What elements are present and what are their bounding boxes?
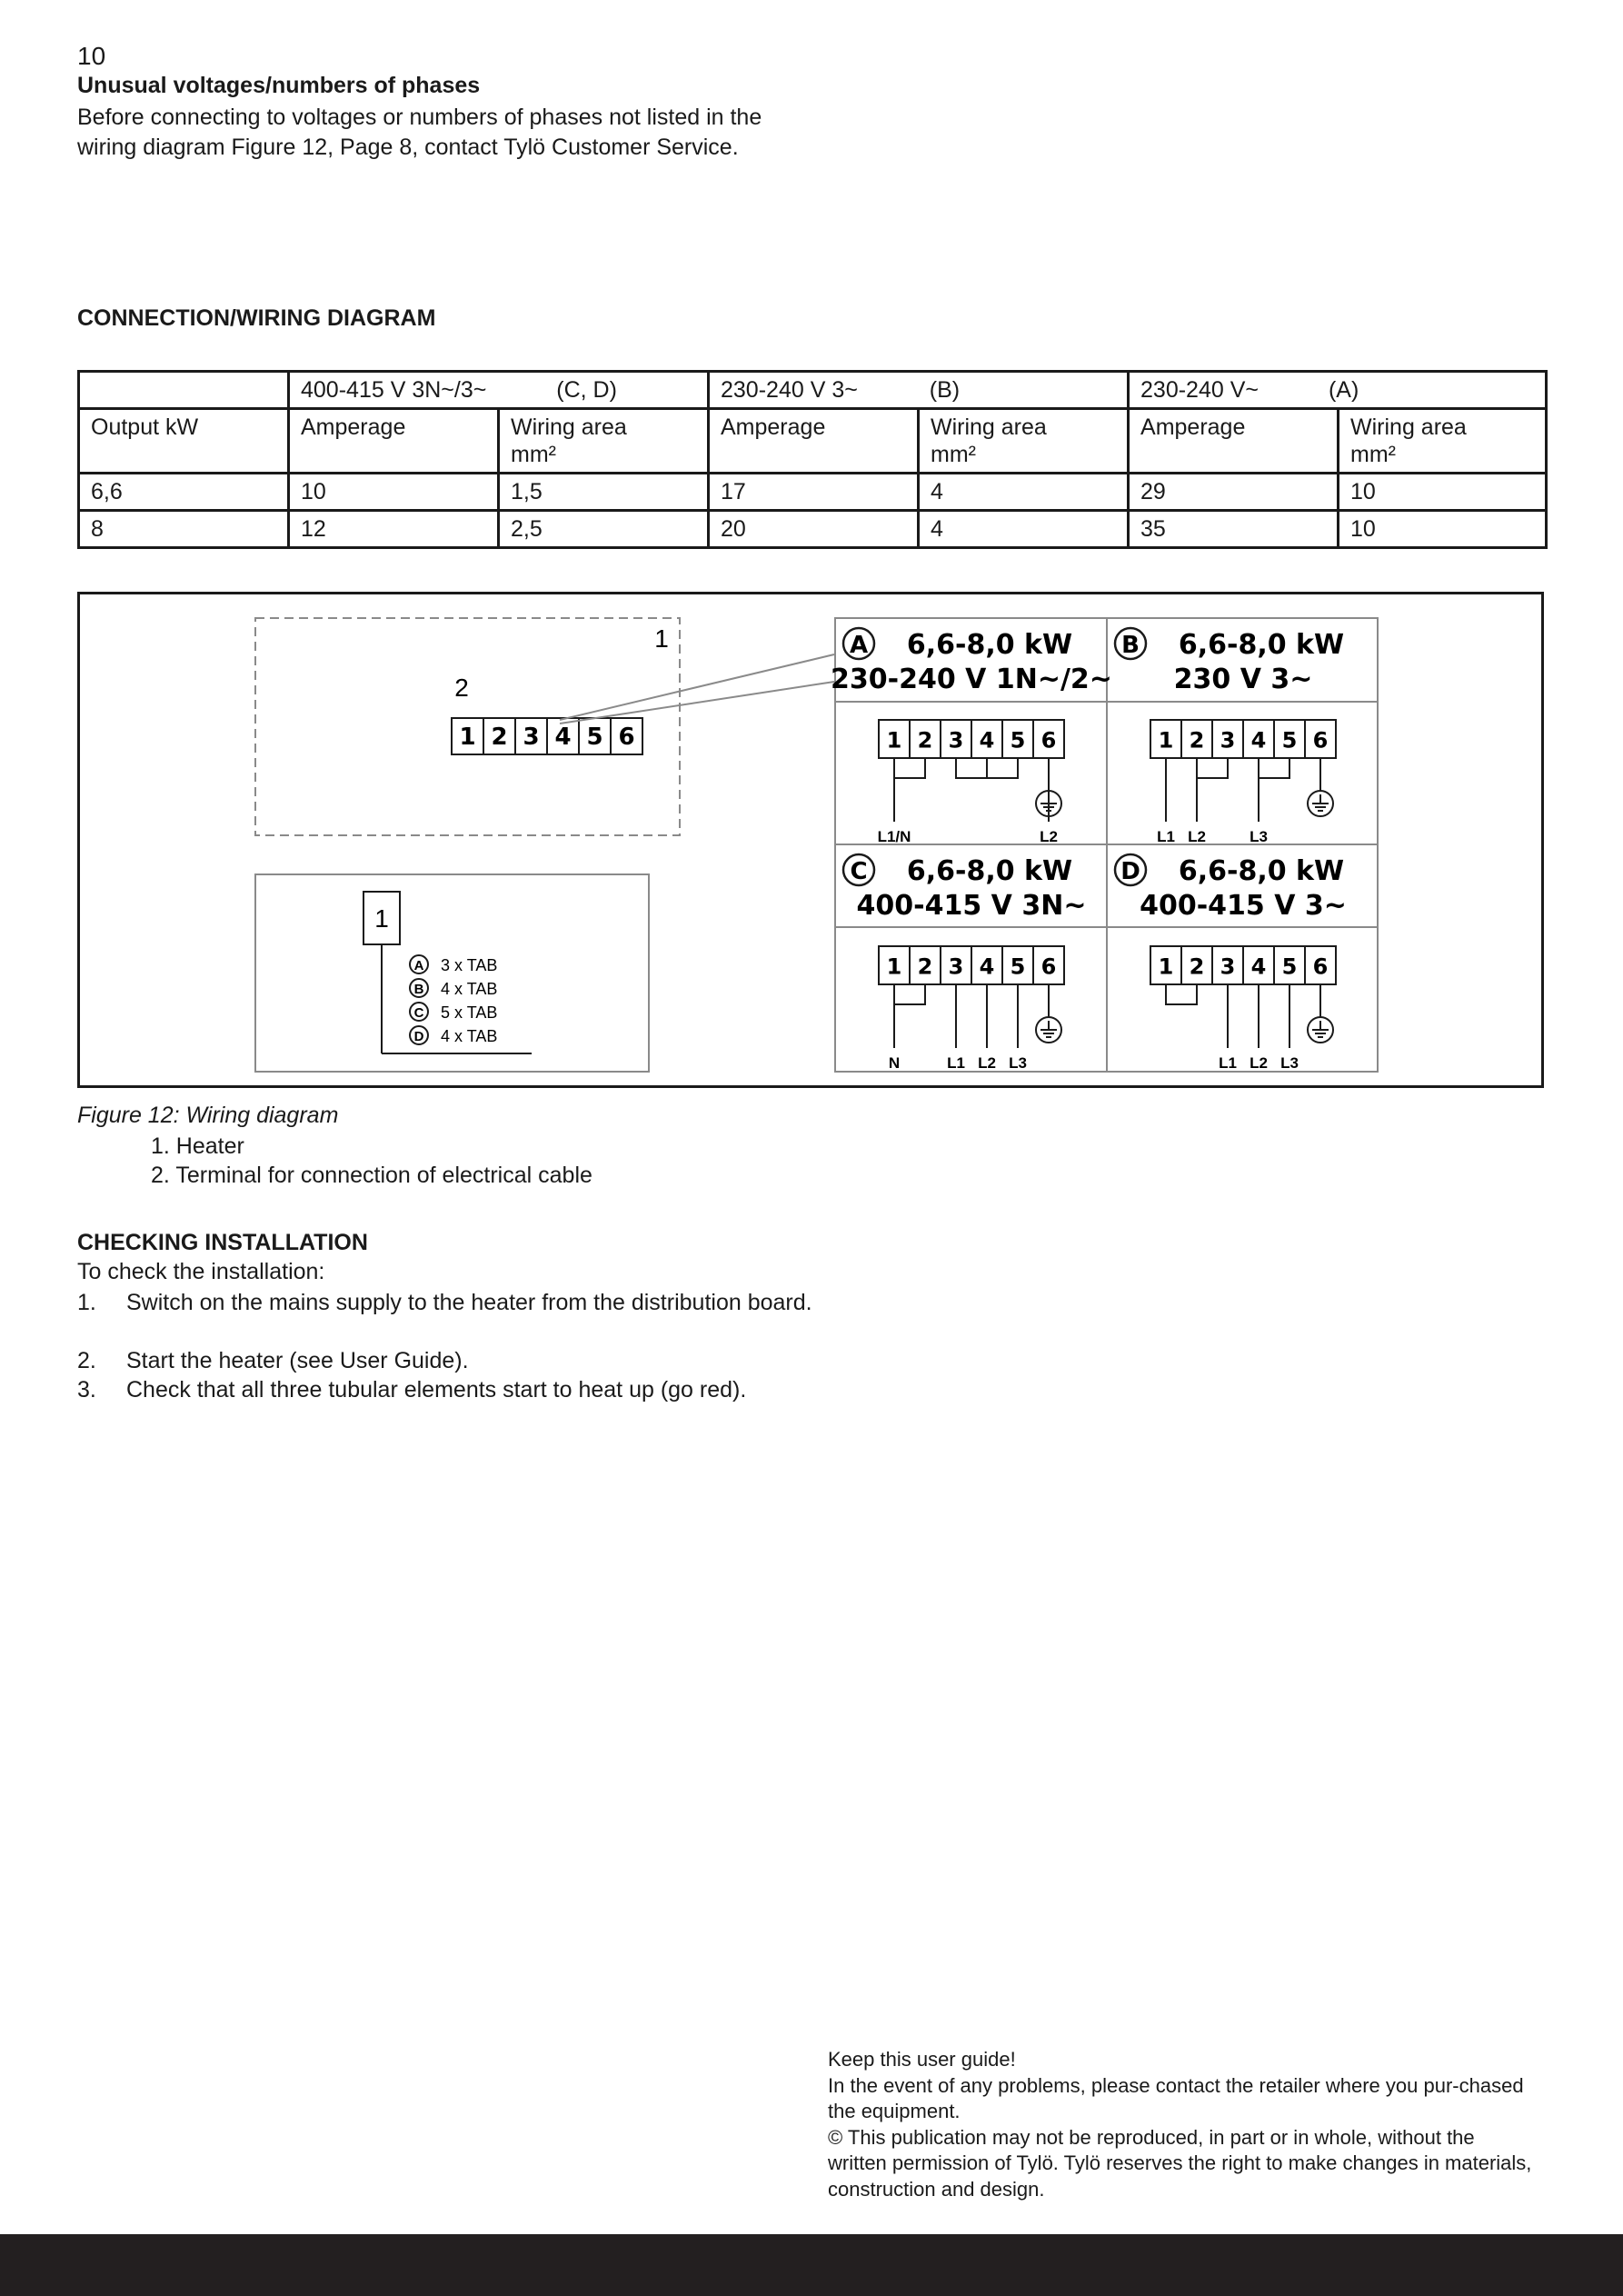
table-cell: 35 bbox=[1129, 511, 1339, 548]
footer-note bbox=[828, 2047, 1537, 2202]
terminal-number: 3 bbox=[523, 724, 540, 752]
unusual-voltages-heading: Unusual voltages/numbers of phases bbox=[77, 73, 481, 98]
terminal-number: 3 bbox=[1220, 953, 1236, 980]
table-row bbox=[79, 474, 1547, 511]
checking-intro: To check the installation: bbox=[77, 1259, 325, 1284]
step-number: 2. bbox=[77, 1348, 96, 1373]
terminal-number: 2 bbox=[454, 674, 469, 702]
wire-label: L1 bbox=[1219, 1054, 1237, 1072]
table-cell: 10 bbox=[1339, 511, 1547, 548]
terminal-number: 3 bbox=[948, 727, 964, 754]
legend-letter: C bbox=[413, 1005, 424, 1021]
step-text: Check that all three tubular elements start to heat up (go red). bbox=[126, 1377, 747, 1403]
diagram-voltage: 230-240 V 1N~/2~ bbox=[831, 664, 1112, 695]
earth-icon bbox=[1308, 1017, 1333, 1043]
terminal-number: 3 bbox=[948, 953, 964, 980]
footer-line: Keep this user guide! bbox=[828, 2048, 1016, 2071]
checking-heading: CHECKING INSTALLATION bbox=[77, 1230, 368, 1255]
diagram-power: 6,6-8,0 kW bbox=[1178, 855, 1345, 887]
terminal-number: 2 bbox=[1189, 727, 1205, 754]
amperage-header: Amperage bbox=[709, 409, 919, 474]
terminal-number: 2 bbox=[917, 953, 933, 980]
step-text: Start the heater (see User Guide). bbox=[126, 1348, 469, 1373]
wiring-area-header: Wiring area mm² bbox=[499, 409, 709, 474]
terminal-number: 2 bbox=[917, 727, 933, 754]
amperage-header: Amperage bbox=[289, 409, 499, 474]
wiring-table bbox=[77, 370, 1548, 549]
earth-icon bbox=[1036, 1017, 1061, 1043]
table-cell: 12 bbox=[289, 511, 499, 548]
caption-item: 2. Terminal for connection of electrical cable bbox=[151, 1163, 592, 1188]
figure-caption: Figure 12: Wiring diagram bbox=[77, 1103, 339, 1128]
table-cell: 4 bbox=[919, 511, 1129, 548]
wiring-figure-frame bbox=[77, 592, 1544, 1088]
wire-label: N bbox=[888, 1054, 901, 1072]
step-text: Switch on the mains supply to the heater from the distribution board. bbox=[126, 1290, 812, 1315]
terminal-number: 2 bbox=[1189, 953, 1205, 980]
jumper bbox=[894, 758, 925, 778]
legend-text: 5 x TAB bbox=[441, 1003, 498, 1022]
table-cell: 2,5 bbox=[499, 511, 709, 548]
terminal-strip bbox=[879, 720, 1064, 758]
group-voltage: 400-415 V 3N~/3~ bbox=[301, 377, 487, 403]
group-voltage: 230-240 V 3~ bbox=[721, 377, 858, 403]
terminal-number: 5 bbox=[1010, 727, 1026, 754]
wire-label: L3 bbox=[1009, 1054, 1027, 1072]
wire-label: L2 bbox=[1040, 828, 1058, 845]
group-models: (A) bbox=[1328, 377, 1359, 403]
table-cell: 17 bbox=[709, 474, 919, 511]
jumper bbox=[1259, 758, 1289, 778]
terminal-number: 1 bbox=[886, 953, 902, 980]
terminal-number: 5 bbox=[1281, 727, 1298, 754]
wiring-area-header: Wiring area mm² bbox=[1339, 409, 1547, 474]
wire-label: L2 bbox=[1188, 828, 1206, 845]
earth-icon bbox=[1308, 791, 1333, 816]
table-group-row bbox=[79, 372, 1547, 409]
terminal-number: 5 bbox=[1281, 953, 1298, 980]
terminal-strip bbox=[1150, 720, 1336, 758]
heater-symbol-label: 1 bbox=[374, 904, 389, 933]
terminal-number: 1 bbox=[1158, 953, 1174, 980]
group-header-b bbox=[709, 372, 1129, 409]
figure-caption-list bbox=[151, 1132, 592, 1190]
group-header-a bbox=[1129, 372, 1547, 409]
output-kw-header: Output kW bbox=[79, 409, 289, 474]
wiring-figure bbox=[80, 594, 1541, 1085]
step-item bbox=[77, 1375, 822, 1404]
diagram-letter: C bbox=[850, 858, 868, 885]
footer-line: © This publication may not be reproduced, in part or in whole, without the written permission of Tylö. Tylö reserves the right to make changes in materials, construction and design. bbox=[828, 2125, 1532, 2201]
group-header-cd bbox=[289, 372, 709, 409]
page-number: 10 bbox=[77, 42, 106, 70]
terminal-strip bbox=[879, 946, 1064, 984]
diagram-d bbox=[1115, 854, 1347, 1072]
terminal-number: 1 bbox=[459, 724, 476, 752]
legend-text: 4 x TAB bbox=[441, 1027, 498, 1045]
terminal-number: 3 bbox=[1220, 727, 1236, 754]
main-terminal-block bbox=[452, 718, 642, 754]
terminal-number: 4 bbox=[979, 953, 995, 980]
diagram-letter: B bbox=[1121, 632, 1140, 659]
amperage-header: Amperage bbox=[1129, 409, 1339, 474]
table-cell: 29 bbox=[1129, 474, 1339, 511]
terminal-number: 6 bbox=[1312, 727, 1329, 754]
jumper bbox=[1197, 758, 1228, 778]
heater-number: 1 bbox=[654, 624, 669, 653]
terminal-number: 1 bbox=[1158, 727, 1174, 754]
diagram-b bbox=[1115, 628, 1344, 845]
diagram-power: 6,6-8,0 kW bbox=[906, 629, 1073, 661]
terminal-number: 4 bbox=[554, 724, 572, 752]
step-number: 3. bbox=[77, 1377, 96, 1403]
step-item bbox=[77, 1288, 822, 1317]
table-cell: 1,5 bbox=[499, 474, 709, 511]
jumper bbox=[1166, 984, 1197, 1004]
terminal-number: 6 bbox=[1041, 727, 1057, 754]
legend-text: 4 x TAB bbox=[441, 980, 498, 998]
wire-label: L3 bbox=[1280, 1054, 1299, 1072]
table-column-header-row bbox=[79, 409, 1547, 474]
table-cell: 10 bbox=[289, 474, 499, 511]
step-item bbox=[77, 1346, 822, 1375]
table-cell: 4 bbox=[919, 474, 1129, 511]
output-cell: 8 bbox=[79, 511, 289, 548]
wiring-area-header: Wiring area mm² bbox=[919, 409, 1129, 474]
diagram-letter: D bbox=[1120, 858, 1140, 885]
terminal-number: 2 bbox=[491, 724, 508, 752]
table-cell: 20 bbox=[709, 511, 919, 548]
terminal-number: 5 bbox=[586, 724, 603, 752]
terminal-number: 6 bbox=[1312, 953, 1329, 980]
terminal-strip bbox=[452, 718, 642, 754]
diagram-voltage: 400-415 V 3N~ bbox=[856, 890, 1087, 922]
jumper bbox=[987, 758, 1018, 778]
wire-label: L2 bbox=[978, 1054, 996, 1072]
group-voltage: 230-240 V~ bbox=[1140, 377, 1259, 403]
jumper bbox=[956, 758, 987, 778]
caption-item: 1. Heater bbox=[151, 1133, 244, 1159]
terminal-number: 1 bbox=[886, 727, 902, 754]
diagram-c bbox=[843, 854, 1086, 1072]
terminal-number: 4 bbox=[1250, 727, 1267, 754]
footer-line: In the event of any problems, please contact the retailer where you pur-chased the equipment. bbox=[828, 2073, 1524, 2122]
group-models: (B) bbox=[929, 377, 961, 403]
diagram-power: 6,6-8,0 kW bbox=[906, 855, 1073, 887]
diagram-letter: A bbox=[849, 632, 869, 659]
wiring-diagram-heading: CONNECTION/WIRING DIAGRAM bbox=[77, 305, 436, 331]
legend-letter: B bbox=[413, 982, 424, 997]
terminal-number: 4 bbox=[1250, 953, 1267, 980]
table-cell: 10 bbox=[1339, 474, 1547, 511]
output-cell: 6,6 bbox=[79, 474, 289, 511]
wire-label: L1 bbox=[1157, 828, 1175, 845]
wire-label: L1 bbox=[947, 1054, 965, 1072]
wire-label: L3 bbox=[1250, 828, 1268, 845]
diagram-power: 6,6-8,0 kW bbox=[1178, 629, 1345, 661]
step-number: 1. bbox=[77, 1290, 96, 1315]
terminal-number: 6 bbox=[1041, 953, 1057, 980]
wire-label: L2 bbox=[1250, 1054, 1268, 1072]
table-row bbox=[79, 511, 1547, 548]
terminal-number: 6 bbox=[618, 724, 635, 752]
group-models: (C, D) bbox=[556, 377, 617, 403]
terminal-number: 4 bbox=[979, 727, 995, 754]
jumper bbox=[894, 984, 925, 1004]
diagram-voltage: 400-415 V 3~ bbox=[1140, 890, 1347, 922]
bottom-bar bbox=[0, 2234, 1623, 2296]
connection-diagrams bbox=[831, 628, 1347, 1072]
legend-text: 3 x TAB bbox=[441, 956, 498, 974]
legend-letter: D bbox=[413, 1029, 424, 1044]
wire-label: L1/N bbox=[877, 828, 911, 845]
diagram-a bbox=[831, 628, 1112, 845]
legend-items bbox=[410, 955, 497, 1045]
unusual-voltages-text: Before connecting to voltages or numbers of phases not listed in the wiring diagram Figure 12, Page 8, contact Tylö Customer Service. bbox=[77, 105, 762, 160]
terminal-number: 5 bbox=[1010, 953, 1026, 980]
table-corner-cell bbox=[79, 372, 289, 409]
terminal-strip bbox=[1150, 946, 1336, 984]
legend-letter: A bbox=[413, 958, 424, 973]
diagram-voltage: 230 V 3~ bbox=[1173, 664, 1313, 695]
